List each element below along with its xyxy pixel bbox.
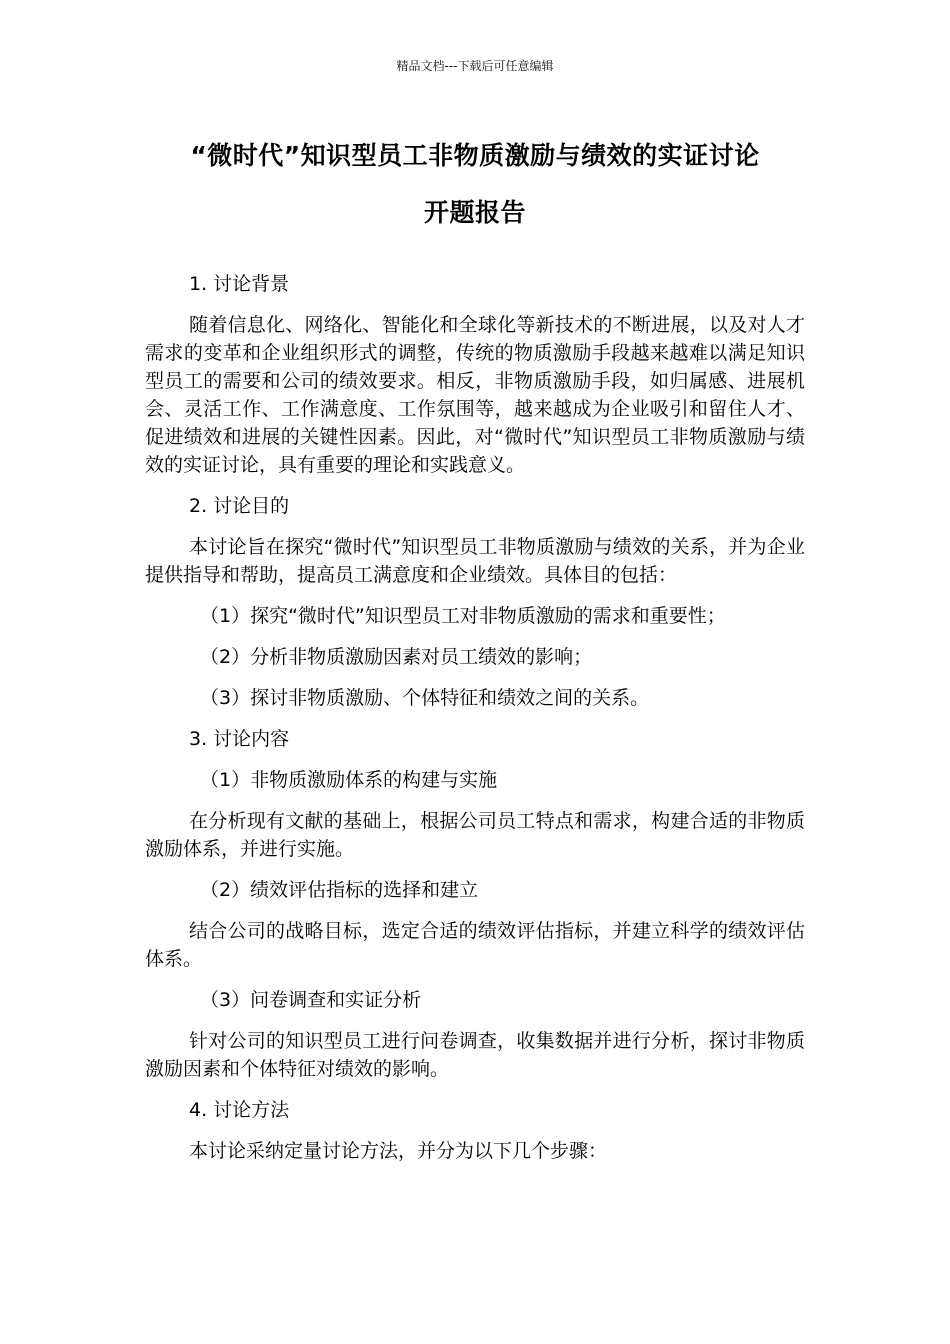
- header-note: 精品文档---下载后可任意编辑: [396, 59, 554, 73]
- paragraph-method: 本讨论采纳定量讨论方法，并分为以下几个步骤：: [189, 1140, 608, 1162]
- list-item: （2）分析非物质激励因素对员工绩效的影响；: [200, 646, 593, 668]
- section-heading-method: 4. 讨论方法: [189, 1099, 290, 1121]
- section-heading-content: 3. 讨论内容: [189, 728, 290, 750]
- subheading: （1）非物质激励体系的构建与实施: [200, 769, 498, 791]
- section-heading-purpose: 2. 讨论目的: [189, 495, 290, 517]
- paragraph: 针对公司的知识型员工进行问卷调查，收集数据并进行分析，探讨非物质激励因素和个体特征对绩效的影响。: [145, 1030, 805, 1080]
- document-body: [145, 270, 805, 1178]
- list-item: （3）探讨非物质激励、个体特征和绩效之间的关系。: [200, 687, 650, 709]
- paragraph: 结合公司的战略目标，选定合适的绩效评估指标，并建立科学的绩效评估体系。: [145, 920, 805, 970]
- subheading: （2）绩效评估指标的选择和建立: [200, 879, 479, 901]
- subheading: （3）问卷调查和实证分析: [200, 989, 422, 1011]
- document-title: “微时代”知识型员工非物质激励与绩效的实证讨论: [190, 141, 760, 170]
- list-item: （1）探究“微时代”知识型员工对非物质激励的需求和重要性；: [200, 605, 726, 627]
- paragraph: 在分析现有文献的基础上，根据公司员工特点和需求，构建合适的非物质激励体系，并进行实施。: [145, 810, 805, 860]
- paragraph-purpose: 本讨论旨在探究“微时代”知识型员工非物质激励与绩效的关系，并为企业提供指导和帮助，提高员工满意度和企业绩效。具体目的包括：: [145, 536, 805, 586]
- paragraph-background: 随着信息化、网络化、智能化和全球化等新技术的不断进展，以及对人才需求的变革和企业组织形式的调整，传统的物质激励手段越来越难以满足知识型员工的需要和公司的绩效要求。相反，非物质激励手段，如归属感、进展机会、灵活工作、工作满意度、工作氛围等，越来越成为企业吸引和留住人才、促进绩效和进展的关键性因素。因此，对“微时代”知识型员工非物质激励与绩效的实证讨论，具有重要的理论和实践意义。: [145, 314, 805, 476]
- section-heading-background: 1. 讨论背景: [189, 273, 290, 295]
- document-subtitle: 开题报告: [423, 198, 526, 227]
